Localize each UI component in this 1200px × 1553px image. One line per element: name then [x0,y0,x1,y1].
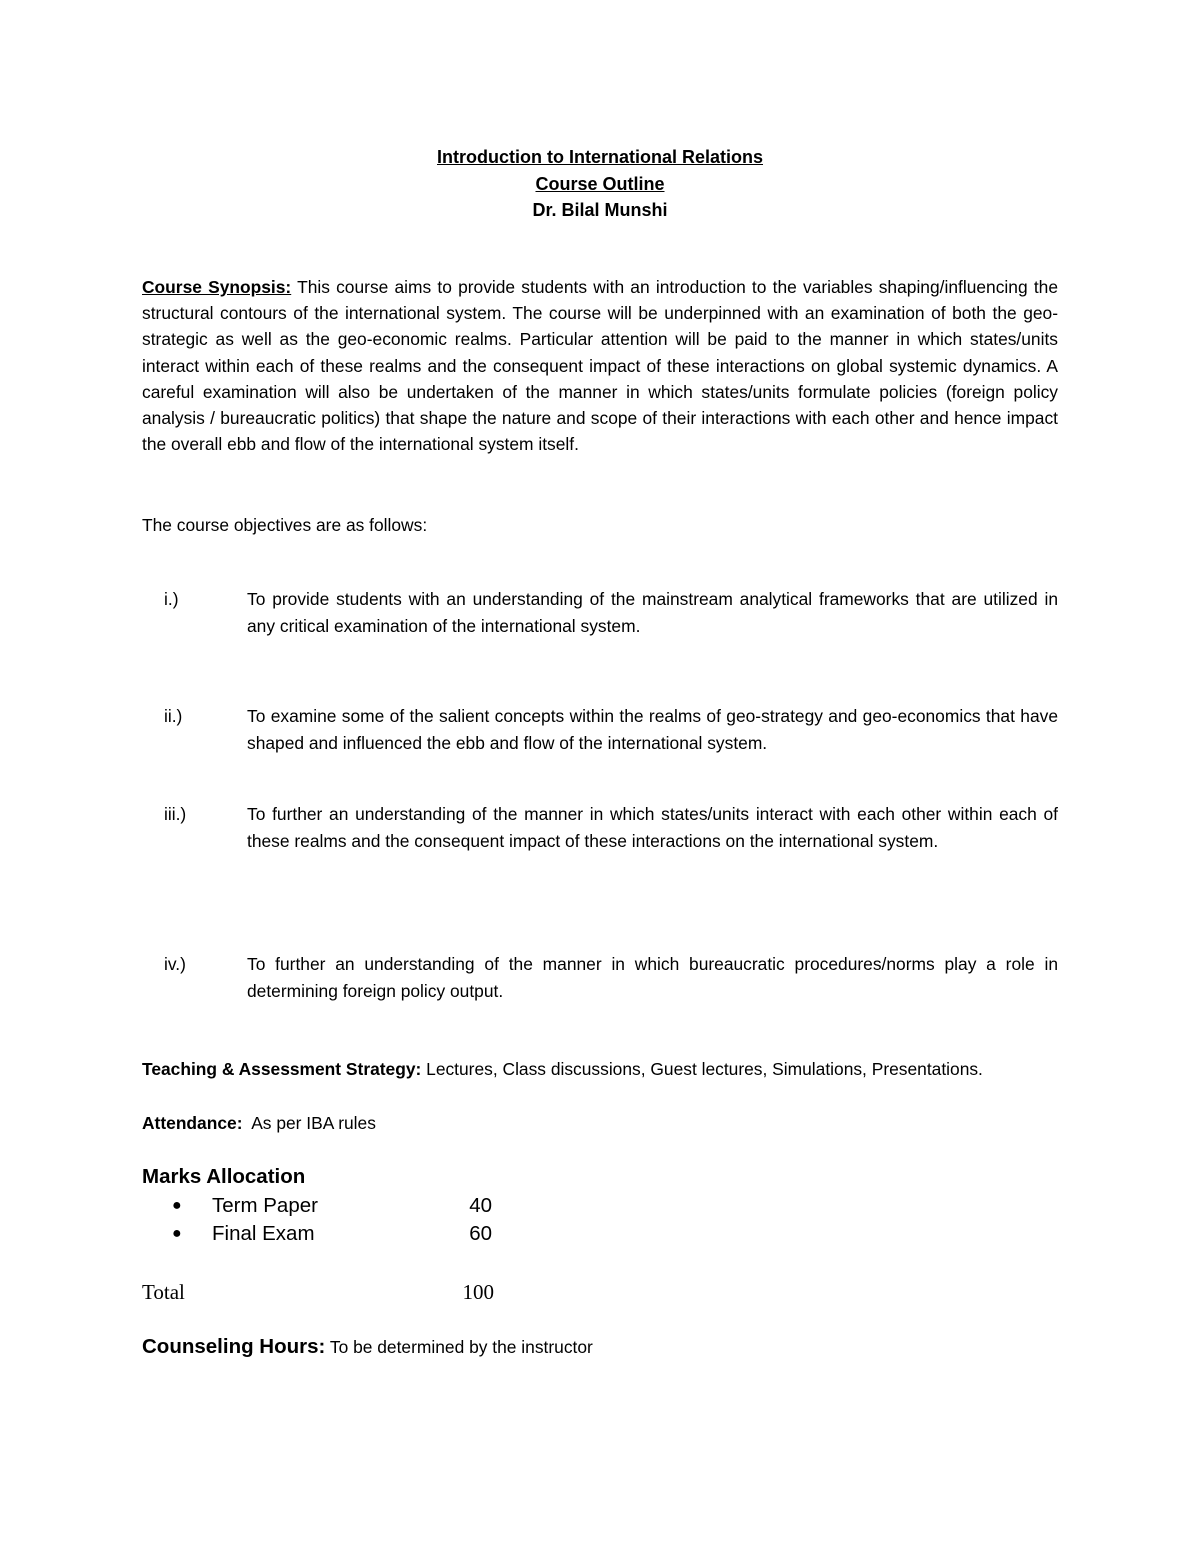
teaching-label: Teaching & Assessment Strategy: [142,1059,422,1079]
objective-text: To examine some of the salient concepts within the realms of geo-strategy and geo-economics that have shaped and influenced the ebb and flow of the international system. [247,706,1058,753]
total-value: 100 [462,1280,494,1304]
objective-text: To provide students with an understanding of the mainstream analytical frameworks that are utilized in any critical examination of the international system. [247,589,1058,636]
counseling-label: Counseling Hours: [142,1335,326,1358]
counseling-text: To be determined by the instructor [325,1337,593,1357]
marks-item [142,1192,542,1220]
synopsis-label: Course Synopsis: [142,277,292,297]
marks-item-name: Term Paper [212,1194,318,1217]
course-title: Introduction to International Relations [437,147,763,167]
marks-item-value: 40 [469,1194,492,1217]
counseling-hours [142,1333,593,1361]
attendance [142,1110,1058,1136]
marks-total [142,1277,494,1307]
total-label: Total [142,1280,185,1304]
teaching-strategy [142,1056,1058,1082]
marks-allocation-heading: Marks Allocation [142,1165,306,1188]
teaching-text: Lectures, Class discussions, Guest lectures, Simulations, Presentations. [421,1059,983,1079]
marks-item-value: 60 [469,1222,492,1245]
objective-text: To further an understanding of the manner in which bureaucratic procedures/norms play a role in determining foreign policy output. [247,954,1058,1001]
marks-item [142,1220,542,1248]
objective-number: ii.) [164,706,183,726]
objectives-intro: The course objectives are as follows: [142,515,428,535]
objective-text: To further an understanding of the manner in which states/units interact with each other within each of these realms and the consequent impact of these interactions on the international system. [247,804,1058,851]
instructor-name: Dr. Bilal Munshi [532,200,668,220]
marks-item-name: Final Exam [212,1222,315,1245]
course-synopsis [142,274,1058,457]
synopsis-text: This course aims to provide students with an introduction to the variables shaping/influencing the structural contours of the international system. The course will be underpinned with an examination of both the geo-strategic as well as the geo-economic realms. Particular attention will be paid to the manner in which states/units interact within each of these realms and the consequent impact of these interactions on global systemic dynamics. A careful examination will also be undertaken of the manner in which states/units formulate policies (foreign policy analysis / bureaucratic politics) that shape the nature and scope of their interactions with each other and hence impact the overall ebb and flow of the international system itself. [142,277,1058,455]
objective-number: iv.) [164,954,186,974]
bullet-icon: ● [172,1225,182,1242]
objective-number: i.) [164,589,179,609]
bullet-icon: ● [172,1197,182,1214]
attendance-text: As per IBA rules [242,1113,376,1133]
objective-number: iii.) [164,804,187,824]
attendance-label: Attendance: [142,1113,243,1133]
course-outline-heading: Course Outline [535,174,665,194]
